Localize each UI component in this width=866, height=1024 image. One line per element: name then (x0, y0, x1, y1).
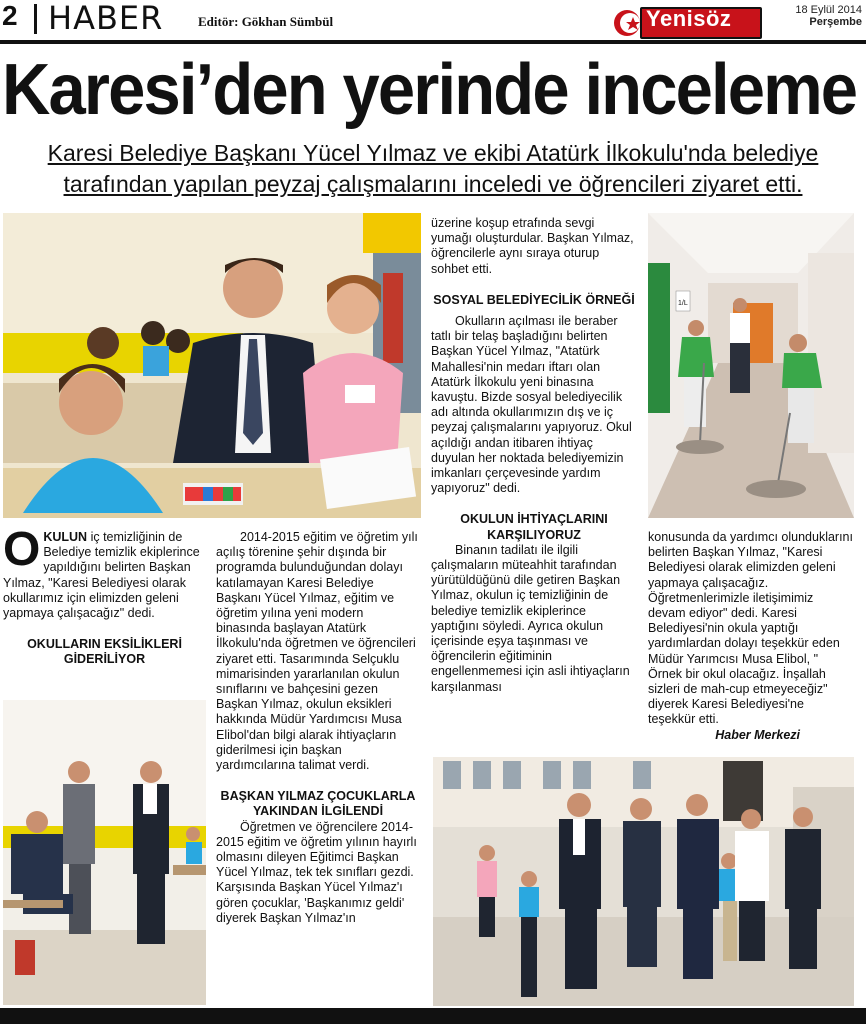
header-divider (34, 4, 37, 34)
subhead-ihtiyaclari: OKULUN İHTİYAÇLARINI KARŞILIYORUZ (460, 512, 608, 542)
subhead-sosyal-belediyecilik: SOSYAL BELEDİYECİLİK ÖRNEĞİ (433, 292, 635, 307)
issue-date: 18 Eylül 2014 (795, 4, 862, 16)
column-2 (216, 530, 420, 926)
schoolyard-walk-photo (433, 757, 854, 1006)
dropcap: O (3, 523, 41, 576)
section-title: HABER (48, 0, 164, 37)
brand-name: Yenisöz (646, 6, 732, 31)
paragraph-social: Okulların açılması ile beraber tatlı bir telaş başladığını belirten Başkan Yücel Yılmaz, "Atatürk Mahallesi'nin medarı iftarı olan Atatürk İlkokulu yeni binasına kavuştu. Bizde sosyal belediyecilik adı altında okullarımızın dış ve iç peyzaj çalışmalarını yapıyoruz. Okul açıldığı andan itibaren ihtiyaç duyulan her noktada belediyemizin imkanları çerçevesinde yardım yapıyoruz" dedi. (431, 314, 632, 496)
deck-line-2: tarafından yapılan peyzaj çalışmalarını inceledi ve öğrencileri ziyaret etti. (63, 171, 803, 197)
page-number: 2 (2, 0, 18, 31)
brand-logo-icon (611, 6, 643, 40)
room-sign: 1/L (678, 300, 688, 307)
lead-paragraph: iç temizliğinin de Belediye temizlik ekiplerince yapıldığını belirten Başkan Yılmaz, "Karesi Belediyesi olarak okullarımız için elimizden geleni yapmaya çalışacağız" dedi. (3, 530, 200, 621)
column-4 (648, 530, 854, 743)
headline: Karesi’den yerinde inceleme (2, 50, 857, 130)
subhead-cocuklarla: BAŞKAN YILMAZ ÇOCUKLARLA YAKINDAN İLGİLENDİ (220, 789, 416, 819)
paragraph-closing: konusunda da yardımcı olunduklarını belirten Başkan Yılmaz, "Karesi Belediyesi olarak elimizden geleni yapmaya çalışacağız. Öğretmenlerimizle iletişimimiz devam ediyor" dedi. Karesi Belediyesi'nin okula yaptığı yardımlardan dolayı teşekkür eden Müdür Yarımcısı Musa Elibol, " Örnek bir okul olacağız. İnşallah sizleri de mah-cup etmeyeceğiz" diyerek Karesi Belediyesi'ne teşekkür etti. (648, 530, 853, 727)
lead-word: KULUN (43, 530, 88, 544)
deck-line-1: Karesi Belediye Başkanı Yücel Yılmaz ve ekibi Atatürk İlkokulu'nda belediye (47, 140, 819, 166)
column-3 (431, 216, 637, 695)
footer-rule (0, 1008, 866, 1024)
header-rule (0, 40, 866, 44)
subhead-okullarin-eksiklikleri: OKULLARIN EKSİLİKLERİ GİDERİLİYOR (27, 637, 182, 667)
deck (0, 138, 866, 200)
classroom-photo (3, 213, 421, 518)
paragraph-children: Öğretmen ve öğrencilere 2014-2015 eğitim ve öğretim yılının hayırlı olmasını dileyen Eğitimci Başkan Yücel Yılmaz, tek tek sınıfları gezdi. Karşısında Başkan Yücel Yılmaz'ı gören çocuklar, 'Başkanımız geldi' diyerek Başkan Yılmaz'ın (216, 819, 417, 925)
paragraph-needs: Binanın tadilatı ile ilgili çalışmaların müteahhit tarafından yürütüldüğünü dile getiren Başkan Yılmaz, okulun iç temizliğinin de belediye temizlik ekiplerince yaptığını söyledi. Ayrıca okulun içerisinde eşya taşınması ve öğrencilerin eğitiminin engellenmemesi için asli ihtiyaçların karşılanması (431, 542, 630, 694)
visit-group-photo (3, 700, 206, 1005)
paragraph-visit: 2014-2015 eğitim ve öğretim yılı açılış törenine şehir dışında bir programda bulunduğundan dolayı katılamayan Karesi Belediye Başkanı Yücel Yılmaz, eğitim ve öğretim yılına yeni modern binasında başlayan Atatürk İlkokulu'nda öğretmen ve öğrencileri ziyaret etti. Tasarımında Selçuklu mimarisinden yararlanılan okulun sınıflarını ve bahçesini gezen Başkan Yılmaz, okulun eksikleri hakkında Müdür Yardımcısı Musa Elibol'dan bilgi alarak ihtiyaçların giderilmesi için başkan yardımcılarına talimat verdi. (216, 530, 418, 773)
editor-credit: Editör: Gökhan Sümbül (198, 14, 334, 29)
corridor-cleaning-photo (648, 213, 854, 518)
paragraph-continue: üzerine koşup etrafında sevgi yumağı oluşturdular. Başkan Yılmaz, öğrencilerle aynı sıraya oturup sohbet etti. (431, 216, 634, 276)
byline: Haber Merkezi (715, 727, 800, 742)
column-1 (3, 523, 206, 668)
issue-weekday: Perşembe (809, 16, 862, 28)
